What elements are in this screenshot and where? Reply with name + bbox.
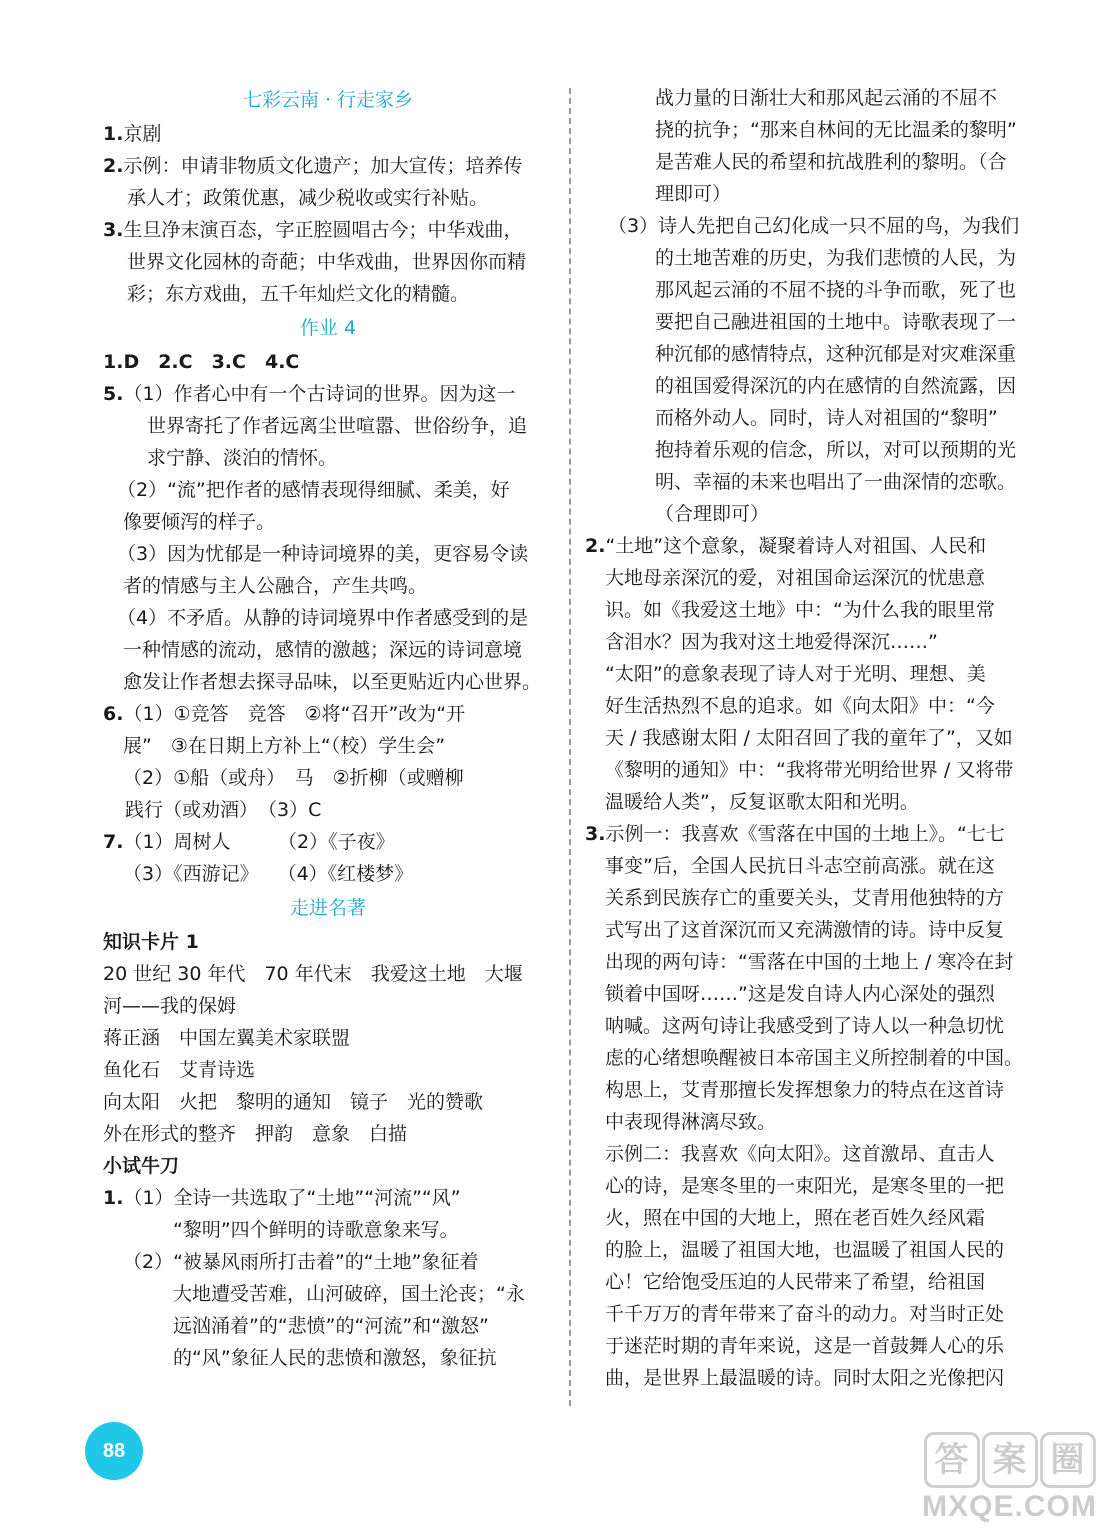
answer-text: 中表现得淋漓尽致。: [605, 1111, 777, 1133]
answer-text: 河——我的保姆: [103, 995, 237, 1017]
answer-text: 火，照在中国的大地上，照在老百姓久经风霜: [605, 1207, 986, 1229]
answer-text: （1）①竞答 竞答 ②将“召开”改为“开: [123, 703, 466, 725]
answer-text: 1.D 2.C 3.C 4.C: [103, 351, 300, 373]
answer-text: 大地母亲深沉的爱，对祖国命运深沉的忧患意: [605, 567, 986, 589]
answer-line: [103, 506, 553, 538]
answer-text: （合理即可）: [655, 503, 770, 525]
answer-line: [600, 338, 1040, 370]
answer-line: [103, 1278, 553, 1310]
answer-line: [103, 442, 553, 474]
answer-line: [103, 474, 553, 506]
answer-line: [103, 378, 553, 410]
answer-text: 那风起云涌的不屈不挠的斗争而歌，死了也: [655, 279, 1017, 301]
answer-line: [600, 178, 1040, 210]
answer-line: [103, 1182, 553, 1214]
question-number: 2.: [103, 155, 124, 177]
answer-text: 小试牛刀: [103, 1155, 180, 1177]
answer-line: [600, 1042, 1040, 1074]
answer-line: [600, 946, 1040, 978]
answer-line: [103, 1342, 553, 1374]
answer-text: 的“风”象征人民的悲愤和激怒，象征抗: [173, 1347, 497, 1369]
answer-text: 天 / 我感谢太阳 / 太阳召回了我的童年了”，又如: [605, 727, 1013, 749]
answer-line: [103, 570, 553, 602]
answer-line: [103, 926, 553, 958]
answer-text: （4）不矛盾。从静的诗词境界中作者感受到的是: [117, 607, 529, 629]
answer-line: [600, 1298, 1040, 1330]
answer-line: [600, 626, 1040, 658]
answer-line: [600, 658, 1040, 690]
left-column: [103, 82, 553, 1374]
answer-text: 识。如《我爱这土地》中：“为什么我的眼里常: [605, 599, 995, 621]
question-number: 1.: [103, 123, 124, 145]
answer-line: [600, 306, 1040, 338]
answer-text: （3）因为忧郁是一种诗词境界的美，更容易令读: [117, 543, 529, 565]
answer-text: 明、幸福的未来也唱出了一曲深情的恋歌。: [655, 471, 1017, 493]
answer-text: 求宁静、淡泊的情怀。: [147, 447, 338, 469]
answer-text: 示例：申请非物质文化遗产；加大宣传；培养传: [123, 155, 523, 177]
answer-line: [600, 498, 1040, 530]
answer-line: [103, 1310, 553, 1342]
answer-line: [103, 826, 553, 858]
answer-text: 事变”后，全国人民抗日斗志空前高涨。就在这: [605, 855, 995, 877]
answer-line: [600, 1330, 1040, 1362]
answer-text: （1）周树人 （2）《子夜》: [123, 831, 395, 853]
answer-line: [103, 990, 553, 1022]
answer-line: [600, 1266, 1040, 1298]
answer-text: “黎明”四个鲜明的诗歌意象来写。: [173, 1219, 459, 1241]
answer-line: [103, 1022, 553, 1054]
answer-line: [103, 150, 553, 182]
answer-line: [600, 146, 1040, 178]
answer-line: [103, 1118, 553, 1150]
answer-text: 向太阳 火把 黎明的通知 镜子 光的赞歌: [103, 1091, 484, 1113]
page-number: 88: [102, 1439, 126, 1462]
answer-line: [600, 1234, 1040, 1266]
answer-text: 世界寄托了作者远离尘世喧嚣、世俗纷争，追: [147, 415, 528, 437]
answer-text: 知识卡片 1: [103, 931, 199, 953]
answer-line: [103, 246, 553, 278]
page-number-badge: [85, 1422, 143, 1480]
answer-line: [600, 434, 1040, 466]
answer-text: 展” ③在日期上方补上“（校）学生会”: [123, 735, 446, 757]
answer-line: [103, 1150, 553, 1182]
answer-text: 心！它给饱受压迫的人民带来了希望，给祖国: [605, 1271, 986, 1293]
watermark-char: 答: [924, 1432, 980, 1488]
answer-text: （3）诗人先把自己幻化成一只不屈的鸟，为我们: [608, 215, 1020, 237]
answer-line: [600, 114, 1040, 146]
answer-text: 鱼化石 艾青诗选: [103, 1059, 256, 1081]
answer-line: [103, 118, 553, 150]
answer-text: 呐喊。这两句诗让我感受到了诗人以一种急切忧: [605, 1015, 1005, 1037]
answer-text: 愈发让作者想去探寻品味，以至更贴近内心世界。: [123, 671, 542, 693]
question-number: 2.: [585, 535, 606, 557]
answer-line: [600, 978, 1040, 1010]
answer-text: 虑的心绪想唤醒被日本帝国主义所控制着的中国。: [605, 1047, 1024, 1069]
answer-line: [103, 182, 553, 214]
question-number: 6.: [103, 703, 124, 725]
answer-text: 外在形式的整齐 押韵 意象 白描: [103, 1123, 408, 1145]
answer-line: [600, 562, 1040, 594]
answer-line: [600, 1138, 1040, 1170]
answer-line: [600, 786, 1040, 818]
answer-text: 曲，是世界上最温暖的诗。同时太阳之光像把闪: [605, 1367, 1005, 1389]
answer-text: 种沉郁的感情特点，这种沉郁是对灾难深重: [655, 343, 1017, 365]
answer-line: [600, 370, 1040, 402]
answer-line: [600, 1010, 1040, 1042]
answer-line: [103, 1246, 553, 1278]
right-column: [585, 82, 1040, 1394]
answer-line: [103, 666, 553, 698]
answer-line: [103, 1086, 553, 1118]
answer-line: [103, 762, 553, 794]
answer-text: 生旦净末演百态，字正腔圆唱古今；中华戏曲，: [123, 219, 523, 241]
answer-line: [103, 214, 553, 246]
answer-text: 抱持着乐观的信念，所以，对可以预期的光: [655, 439, 1017, 461]
answer-text: “土地”这个意象，凝聚着诗人对祖国、人民和: [605, 535, 987, 557]
answer-text: 是苦难人民的希望和抗战胜利的黎明。（合: [655, 151, 1007, 173]
answer-text: 世界文化园林的奇葩；中华戏曲，世界因你而精: [127, 251, 527, 273]
answer-text: （2）①船（或舟） 马 ②折柳（或赠柳: [123, 767, 464, 789]
answer-text: 心的诗，是寒冬里的一束阳光，是寒冬里的一把: [605, 1175, 1005, 1197]
answer-line: [600, 274, 1040, 306]
answer-text: 大地遭受苦难，山河破碎，国土沦丧；“永: [173, 1283, 525, 1305]
answer-line: [600, 242, 1040, 274]
answer-line: [600, 402, 1040, 434]
watermark-logo: [922, 1432, 1097, 1532]
answer-text: 出现的两句诗：“雪落在中国的土地上 / 寒冷在封: [605, 951, 1014, 973]
answer-text: 而格外动人。同时，诗人对祖国的“黎明”: [655, 407, 998, 429]
section-heading: 走进名著: [289, 897, 366, 919]
answer-text: 式写出了这首深沉而又充满激情的诗。诗中反复: [605, 919, 1005, 941]
answer-line: [600, 754, 1040, 786]
answer-line: [600, 914, 1040, 946]
answer-text: 像要倾泻的样子。: [123, 511, 276, 533]
answer-text: 彩；东方戏曲，五千年灿烂文化的精髓。: [127, 283, 470, 305]
answer-text: 的脸上，温暖了祖国大地，也温暖了祖国人民的: [605, 1239, 1005, 1261]
column-divider: [569, 88, 571, 1406]
watermark-char: 案: [982, 1432, 1038, 1488]
answer-text: 一种情感的流动，感情的激越；深远的诗词意境: [123, 639, 523, 661]
answer-line: [600, 1074, 1040, 1106]
answer-line: [585, 530, 1040, 562]
answer-text: 20 世纪 30 年代 70 年代末 我爱这土地 大堰: [103, 963, 523, 985]
answer-text: 战力量的日渐壮大和那风起云涌的不屈不: [655, 87, 998, 109]
answer-text: 承人才；政策优惠，减少税收或实行补贴。: [127, 187, 489, 209]
answer-text: 千千万万的青年带来了奋斗的动力。对当时正处: [605, 1303, 1005, 1325]
answer-text: 践行（或劝酒） （3）C: [125, 799, 322, 821]
answer-line: [103, 538, 553, 570]
answer-line: [103, 346, 553, 378]
answer-text: 示例二：我喜欢《向太阳》。这首激昂、直击人: [605, 1143, 995, 1165]
answer-text: “太阳”的意象表现了诗人对于光明、理想、美: [605, 663, 986, 685]
answer-text: 远汹涌着”的“悲愤”的“河流”和“激怒”: [173, 1315, 489, 1337]
answer-line: [600, 1170, 1040, 1202]
answer-text: 锁着中国呀……”这是发自诗人内心深处的强烈: [605, 983, 995, 1005]
answer-text: 挠的抗争；“那来自林间的无比温柔的黎明”: [655, 119, 1017, 141]
answer-text: 含泪水？因为我对这土地爱得深沉……”: [605, 631, 938, 653]
question-number: 3.: [585, 823, 606, 845]
answer-line: [585, 818, 1040, 850]
answer-line: [103, 858, 553, 890]
answer-text: （1）全诗一共选取了“土地”“河流”“风”: [123, 1187, 461, 1209]
answer-line: [103, 958, 553, 990]
answer-line: [600, 210, 1040, 242]
answer-line: [600, 1362, 1040, 1394]
answer-text: 的祖国爱得深沉的内在感情的自然流露，因: [655, 375, 1017, 397]
answer-text: 蒋正涵 中国左翼美术家联盟: [103, 1027, 351, 1049]
answer-line: [600, 882, 1040, 914]
answer-text: 好生活热烈不息的追求。如《向太阳》中：“今: [605, 695, 995, 717]
answer-line: [103, 278, 553, 310]
answer-text: （2）“流”把作者的感情表现得细腻、柔美，好: [117, 479, 510, 501]
answer-text: （1）作者心中有一个古诗词的世界。因为这一: [123, 383, 516, 405]
answer-text: 的土地苦难的历史，为我们悲愤的人民，为: [655, 247, 1017, 269]
answer-line: [600, 466, 1040, 498]
answer-text: 者的情感与主人公融合，产生共鸣。: [123, 575, 428, 597]
answer-text: 温暖给人类”，反复讴歌太阳和光明。: [605, 791, 919, 813]
answer-line: [600, 1202, 1040, 1234]
question-number: 3.: [103, 219, 124, 241]
answer-line: [103, 698, 553, 730]
answer-text: 要把自己融进祖国的土地中。诗歌表现了一: [655, 311, 1017, 333]
answer-line: [103, 1214, 553, 1246]
answer-line: [103, 602, 553, 634]
section-heading: 七彩云南 · 行走家乡: [242, 89, 414, 111]
watermark-char: 圈: [1040, 1432, 1096, 1488]
answer-line: [103, 1054, 553, 1086]
answer-text: （2）“被暴风雨所打击着”的“土地”象征着: [123, 1251, 479, 1273]
answer-text: 于迷茫时期的青年来说，这是一首鼓舞人心的乐: [605, 1335, 1005, 1357]
answer-line: [600, 850, 1040, 882]
question-number: 7.: [103, 831, 124, 853]
question-number: 1.: [103, 1187, 124, 1209]
answer-text: 《黎明的通知》中：“我将带光明给世界 / 又将带: [605, 759, 1014, 781]
answer-line: [103, 794, 553, 826]
answer-line: [600, 722, 1040, 754]
answer-text: 京剧: [123, 123, 162, 145]
answer-line: [600, 594, 1040, 626]
answer-text: 示例一：我喜欢《雪落在中国的土地上》。“七七: [605, 823, 1005, 845]
section-heading: 作业 4: [299, 317, 357, 339]
watermark-url: MXQE.COM: [922, 1490, 1097, 1523]
answer-line: [600, 1106, 1040, 1138]
answer-line: [103, 730, 553, 762]
answer-line: [103, 634, 553, 666]
answer-line: [600, 82, 1040, 114]
answer-text: 构思上，艾青那擅长发挥想象力的特点在这首诗: [605, 1079, 1005, 1101]
answer-text: （3）《西游记》 （4）《红楼梦》: [123, 863, 414, 885]
answer-text: 理即可）: [655, 183, 732, 205]
answer-line: [600, 690, 1040, 722]
answer-line: [103, 410, 553, 442]
question-number: 5.: [103, 383, 124, 405]
answer-text: 关系到民族存亡的重要关头，艾青用他独特的方: [605, 887, 1005, 909]
